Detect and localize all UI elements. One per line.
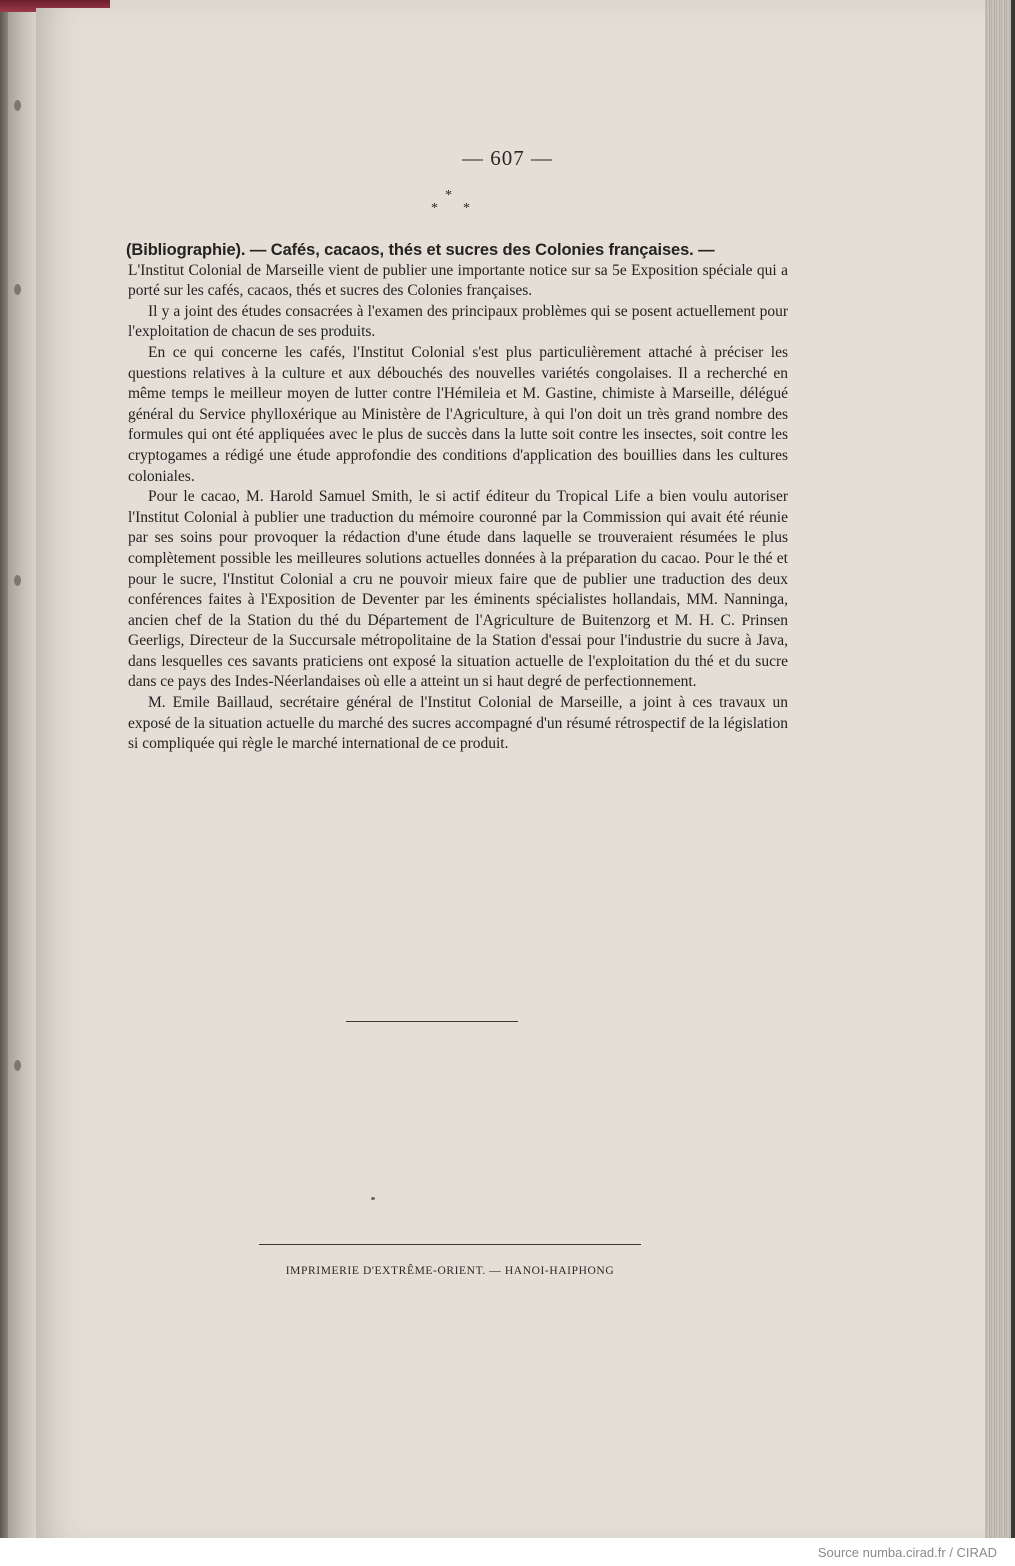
page-number: — 607 — bbox=[462, 146, 553, 170]
binding-hole bbox=[14, 575, 21, 586]
article-body bbox=[128, 240, 788, 755]
binding-hole bbox=[14, 1060, 21, 1071]
binding-hole bbox=[14, 284, 21, 295]
book-cover-edge bbox=[1011, 0, 1015, 1538]
asterism-star: * bbox=[431, 201, 438, 216]
page-paper bbox=[36, 8, 990, 1538]
printer-imprint: IMPRIMERIE D'EXTRÊME-ORIENT. — HANOI-HAIPHONG bbox=[285, 1265, 615, 1277]
paragraph: M. Emile Baillaud, secrétaire général de l'Institut Colonial de Marseille, a joint à ces travaux un exposé de la situation actuelle du marché des sucres accompagné d'un résumé rétrospectif de la législation si compliquée qui règle le marché international de ce produit. bbox=[128, 694, 788, 753]
paragraph: Pour le cacao, M. Harold Samuel Smith, le si actif éditeur du Tropical Life a bien voulu autoriser l'Institut Colonial à publier une traduction du mémoire couronné par la Commission qui avait été réunie par ses soins pour provoquer la rédaction d'une étude dans laquelle se trouveraient résumées le plus complètement possible les meilleures solutions actuelles données à la préparation du cacao. Pour le thé et pour le sucre, l'Institut Colonial a cru ne pouvoir mieux faire que de publier une traduction des deux conférences faites à l'Exposition de Deventer par les éminents spécialistes hollandais, MM. Nanninga, ancien chef de la Station du thé du Département de l'Agriculture de Buitenzorg et M. H. C. Prinsen Geerligs, Directeur de la Succursale métropolitaine de la Station d'essai pour l'industrie du sucre à Java, dans lesquelles ces savants praticiens ont exposé la situation actuelle de l'exploitation du thé et du sucre dans ce pays des Indes-Néerlandaises où elle a atteint un si haut degré de perfectionnement. bbox=[128, 488, 788, 691]
asterism-star: * bbox=[463, 201, 470, 216]
section-divider bbox=[346, 1021, 518, 1022]
book-spine bbox=[0, 0, 8, 1538]
footer-rule bbox=[259, 1244, 641, 1245]
asterism-star: * bbox=[445, 188, 452, 203]
binding-hole bbox=[14, 100, 21, 111]
paragraph: En ce qui concerne les cafés, l'Institut Colonial s'est plus particulièrement attaché à préciser les questions relatives à la culture et aux débouchés des nouvelles variétés congolaises. Il a recherché en même temps le meilleur moyen de lutter contre l'Hémileia et M. Gastine, chimiste à Marseille, délégué général du Service phylloxérique au Ministère de l'Agriculture, à qui l'on doit un très grand nombre des formules qui ont été appliquées avec le plus de succès dans la lutte soit contre les insectes, soit contre les cryptogames a rédigé une étude approfondie des conditions d'application des bouillies dans les cultures coloniales. bbox=[128, 343, 788, 485]
article-heading: (Bibliographie). — Cafés, cacaos, thés et sucres des Colonies françaises. — bbox=[126, 241, 715, 259]
paragraph: L'Institut Colonial de Marseille vient de publier une importante notice sur sa 5e Exposition spéciale qui a porté sur les cafés, cacaos, thés et sucres des Colonies françaises. bbox=[128, 261, 788, 300]
asterism-separator bbox=[0, 188, 1015, 218]
paragraph: Il y a joint des études consacrées à l'examen des principaux problèmes qui se posent actuellement pour l'exploitation de chacun de ses produits. bbox=[128, 302, 788, 341]
source-credit-link[interactable]: Source numba.cirad.fr / CIRAD bbox=[817, 1545, 997, 1560]
print-speck bbox=[371, 1197, 375, 1200]
